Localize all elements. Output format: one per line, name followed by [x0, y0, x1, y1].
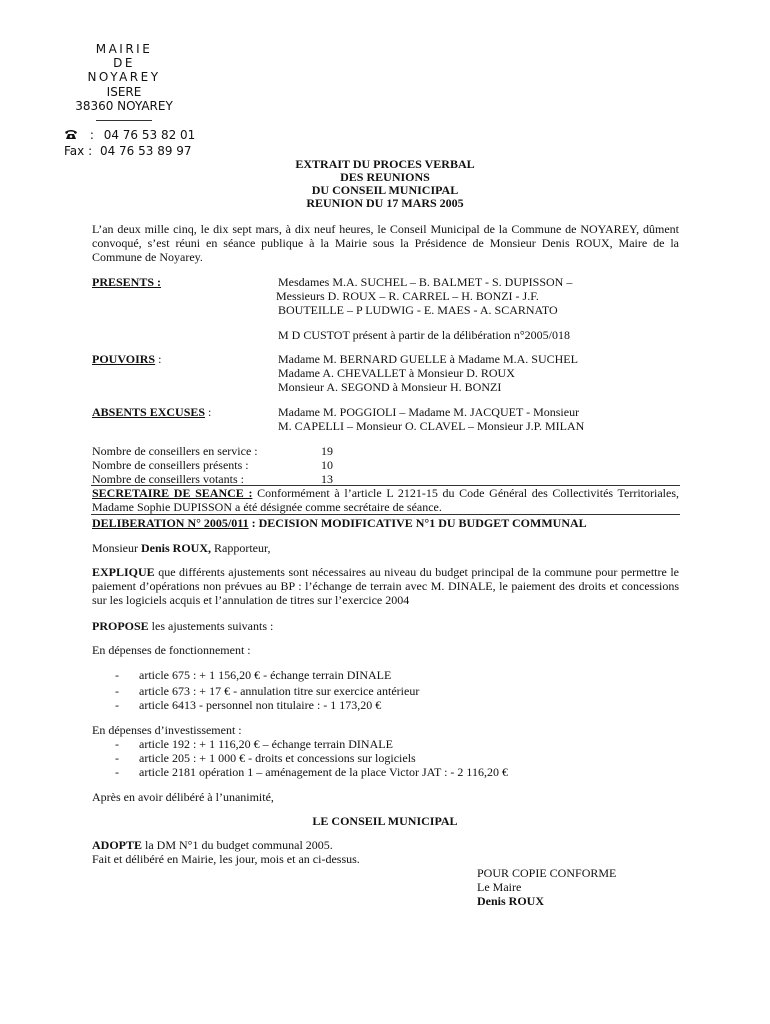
investissement-item: article 205 : + 1 000 € - droits et concessions sur logiciels: [139, 751, 416, 765]
count-label: Nombre de conseillers présents :: [92, 458, 249, 472]
count-label: Nombre de conseillers votants :: [92, 472, 244, 486]
phone-label: :: [89, 128, 94, 142]
fait-line: Fait et délibéré en Mairie, les jour, mois et an ci-dessus.: [92, 852, 360, 866]
rapporteur-role: Rapporteur,: [211, 541, 271, 555]
fonctionnement-heading: En dépenses de fonctionnement :: [92, 643, 251, 657]
fonctionnement-item: article 675 : + 1 156,20 € - échange terrain DINALE: [139, 668, 392, 682]
explique-lead: EXPLIQUE: [92, 565, 155, 579]
count-value: 10: [321, 458, 333, 472]
fax-line: [64, 144, 192, 158]
adopte-lead: ADOPTE: [92, 838, 143, 852]
propose-text: les ajustements suivants :: [148, 619, 274, 633]
bullet-mark: -: [115, 684, 119, 698]
phone-line: [64, 128, 195, 142]
secretaire-text: Conformément à l’article L 2121-15 du Code Général des Collectivités Territoriales, Madame Sophie DUPISSON a été désignée comme secrétaire de séance.: [92, 486, 679, 514]
count-label: Nombre de conseillers en service :: [92, 444, 258, 458]
fax-number: 04 76 53 89 97: [99, 144, 192, 158]
deliberation-title: : DECISION MODIFICATIVE N°1 DU BUDGET COMMUNAL: [248, 516, 587, 530]
presents-line-3: BOUTEILLE – P LUDWIG - E. MAES - A. SCARNATO: [278, 303, 558, 317]
count-value: 19: [321, 444, 333, 458]
secretaire-paragraph: [92, 486, 679, 514]
propose-lead: PROPOSE: [92, 619, 149, 633]
deliberation-number: DELIBERATION N° 2005/011: [92, 516, 249, 530]
fonctionnement-item: article 673 : + 17 € - annulation titre sur exercice antérieur: [139, 684, 420, 698]
title-line-2: DES REUNIONS: [340, 170, 430, 184]
fonctionnement-item: article 6413 - personnel non titulaire : - 1 173,20 €: [139, 698, 382, 712]
rapporteur-name: Denis ROUX,: [141, 541, 212, 555]
count-value: 13: [321, 472, 333, 486]
pouvoirs-colon: :: [155, 352, 162, 366]
absents-colon: :: [205, 405, 212, 419]
letterhead-mairie: MAIRIE: [95, 42, 153, 56]
presents-line-1: Mesdames M.A. SUCHEL – B. BALMET - S. DUPISSON –: [278, 275, 573, 289]
letterhead-departement: ISERE: [106, 85, 142, 99]
rapporteur-prefix: Monsieur: [92, 541, 141, 555]
pouvoirs-heading: [92, 352, 161, 366]
absents-heading: [92, 405, 211, 419]
conseil-heading: LE CONSEIL MUNICIPAL: [312, 814, 458, 828]
telephone-icon: [64, 129, 78, 140]
bullet-mark: -: [115, 765, 119, 779]
title-line-1: EXTRAIT DU PROCES VERBAL: [295, 157, 475, 171]
letterhead-divider: [96, 120, 152, 121]
investissement-item: article 2181 opération 1 – aménagement de la place Victor JAT : - 2 116,20 €: [139, 765, 508, 779]
signature-line-1: POUR COPIE CONFORME: [477, 866, 617, 880]
title-line-3: DU CONSEIL MUNICIPAL: [311, 183, 459, 197]
bullet-mark: -: [115, 737, 119, 751]
apres-line: Après en avoir délibéré à l’unanimité,: [92, 790, 274, 804]
secretaire-label: SECRETAIRE DE SEANCE :: [92, 486, 253, 500]
absents-label: ABSENTS EXCUSES: [92, 405, 206, 419]
presents-note: M D CUSTOT présent à partir de la délibération n°2005/018: [278, 328, 570, 342]
meeting-date-title: REUNION DU 17 MARS 2005: [306, 196, 464, 210]
absents-line-1: Madame M. POGGIOLI – Madame M. JACQUET - Monsieur: [278, 405, 580, 419]
letterhead-commune: NOYAREY: [87, 70, 161, 84]
deliberation-heading: [92, 516, 587, 530]
adopte-line: [92, 838, 333, 852]
phone-number: 04 76 53 82 01: [103, 128, 196, 142]
fax-label: Fax :: [64, 144, 93, 158]
adopte-text: la DM N°1 du budget communal 2005.: [142, 838, 333, 852]
explique-text: que différents ajustements sont nécessaires au niveau du budget principal de la commune pour permettre le paiement d’opérations non prévues au BP : l’échange de terrain avec M. DINALE, le paiement des droits et concessions sur les logiciels acquis et l’annulation de titres sur l’exercice 2004: [92, 565, 679, 607]
signature-name: Denis ROUX: [477, 894, 545, 908]
investissement-heading: En dépenses d’investissement :: [92, 723, 242, 737]
intro-paragraph: L’an deux mille cinq, le dix sept mars, à dix neuf heures, le Conseil Municipal de la Commune de NOYAREY, dûment convoqué, s’est réuni en séance publique à la Mairie sous la Présidence de Monsieur Denis ROUX, Maire de la Commune de Noyarey.: [92, 222, 679, 264]
propose-line: [92, 619, 273, 633]
explique-paragraph: [92, 565, 679, 607]
pouvoirs-line-3: Monsieur A. SEGOND à Monsieur H. BONZI: [278, 380, 502, 394]
investissement-item: article 192 : + 1 116,20 € – échange terrain DINALE: [139, 737, 393, 751]
bullet-mark: -: [115, 751, 119, 765]
signature-line-2: Le Maire: [477, 880, 522, 894]
letterhead-de: DE: [113, 56, 135, 70]
pouvoirs-label: POUVOIRS: [92, 352, 156, 366]
pouvoirs-line-1: Madame M. BERNARD GUELLE à Madame M.A. SUCHEL: [278, 352, 578, 366]
presents-label: PRESENTS :: [92, 275, 162, 289]
pouvoirs-line-2: Madame A. CHEVALLET à Monsieur D. ROUX: [278, 366, 515, 380]
letterhead-address: 38360 NOYAREY: [75, 99, 173, 113]
presents-line-2: Messieurs D. ROUX – R. CARREL – H. BONZI - J.F.: [276, 289, 539, 303]
absents-line-2: M. CAPELLI – Monsieur O. CLAVEL – Monsieur J.P. MILAN: [278, 419, 585, 433]
rapporteur-line: [92, 541, 271, 555]
bullet-mark: -: [115, 668, 119, 682]
bullet-mark: -: [115, 698, 119, 712]
section-rule: [91, 514, 680, 515]
